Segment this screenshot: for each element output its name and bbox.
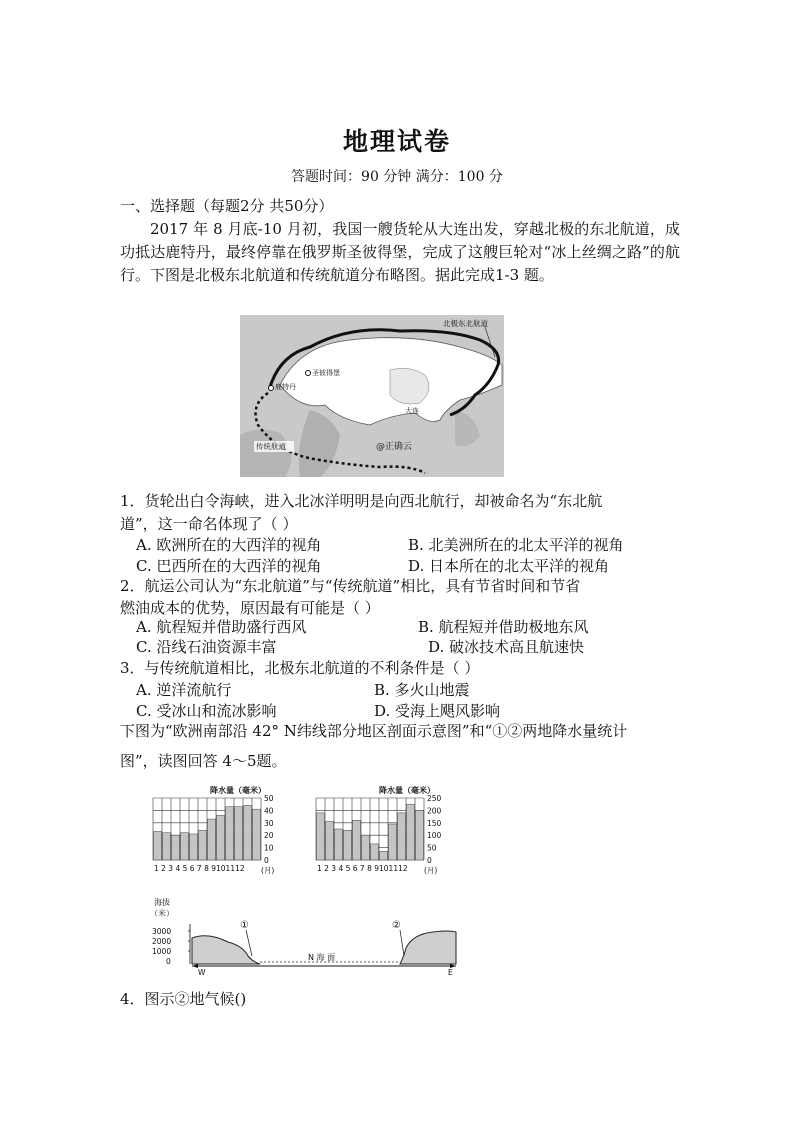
elevation-profile bbox=[148, 894, 464, 976]
chart1-ytick: 20 bbox=[264, 831, 274, 841]
chart2-ytick: 0 bbox=[427, 856, 432, 865]
q3-stem: 3．与传统航道相比，北极东北航道的不利条件是（ ） bbox=[120, 659, 480, 677]
profile-ytick-2000: 2000 bbox=[152, 937, 172, 946]
map-label-traditional: 传统航道 bbox=[256, 442, 286, 451]
map-label-rotterdam: 鹿特丹 bbox=[275, 383, 296, 391]
chart2-xlabel: (月) bbox=[424, 866, 438, 875]
chart2-xticks: 1 2 3 4 5 6 7 8 9101112 bbox=[317, 864, 408, 873]
chart2-ytick: 150 bbox=[427, 818, 442, 828]
profile-ytick-3000: 3000 bbox=[152, 927, 172, 936]
chart2-bar-3 bbox=[335, 829, 343, 860]
chart2-bar-12 bbox=[416, 810, 424, 860]
chart1-bar-2 bbox=[163, 833, 171, 860]
q1-stem-line2: 道”，这一命名体现了（ ） bbox=[120, 515, 298, 533]
map-label-stpete: 圣彼得堡 bbox=[312, 369, 340, 377]
chart1-bar-7 bbox=[208, 819, 216, 860]
chart1-ytick: 0 bbox=[264, 856, 269, 865]
q1-option-a[interactable]: A. 欧洲所在的大西洋的视角 bbox=[136, 536, 322, 554]
profile-west: W bbox=[198, 968, 206, 976]
q2-option-d[interactable]: D. 破冰技术高且航速快 bbox=[428, 638, 585, 656]
q2-option-b[interactable]: B. 航程短并借助极地东风 bbox=[418, 618, 589, 636]
chart2-bar-6 bbox=[362, 835, 370, 860]
intro-paragraph: 2017 年 8 月底-10 月初，我国一艘货轮从大连出发，穿越北极的东北航道，成功抵达鹿特丹，最终停靠在俄罗斯圣彼得堡，完成了这艘巨轮对“冰上丝绸之路”的航行。下图是北极东北航道和传统航道分布略图。据此完成1-3 题。 bbox=[120, 220, 680, 284]
map-label-dalian: 大连 bbox=[405, 407, 419, 415]
profile-marker-1: ① bbox=[240, 920, 249, 931]
section-heading: 一、选择题（每题2分 共50分） bbox=[120, 197, 334, 215]
chart2-bar-2 bbox=[326, 822, 334, 860]
chart2-bar-9 bbox=[389, 824, 397, 860]
chart2-ytick: 50 bbox=[427, 843, 437, 853]
q1-option-d[interactable]: D. 日本所在的北太平洋的视角 bbox=[408, 557, 610, 575]
chart2-bar-5 bbox=[353, 820, 361, 860]
chart2-bar-10 bbox=[398, 813, 406, 860]
chart2-ytick: 200 bbox=[427, 806, 442, 816]
chart2-bar-4 bbox=[344, 830, 352, 860]
q2-option-c[interactable]: C. 沿线石油资源丰富 bbox=[136, 638, 277, 656]
route-map bbox=[240, 315, 504, 477]
chart2-bar-7 bbox=[371, 844, 379, 860]
chart1-bar-8 bbox=[217, 815, 225, 860]
chart1-bar-5 bbox=[190, 834, 198, 860]
profile-east: E bbox=[448, 968, 453, 976]
q1-option-b[interactable]: B. 北美洲所在的北太平洋的视角 bbox=[408, 536, 624, 554]
route-map-svg bbox=[240, 315, 504, 477]
chart1-ytick: 50 bbox=[264, 794, 274, 803]
profile-ytick-0: 0 bbox=[166, 957, 171, 966]
chart2-bar-11 bbox=[407, 804, 415, 860]
map-label-northeast: 北极东北航道 bbox=[443, 319, 488, 328]
chart2-bar-1 bbox=[317, 813, 325, 860]
intro2-line2: 图”，读图回答 4～5题。 bbox=[120, 752, 287, 770]
q2-option-a[interactable]: A. 航程短并借助盛行西风 bbox=[136, 618, 307, 636]
profile-ylabel1: 海拔 bbox=[154, 898, 170, 907]
chart1-bar-9 bbox=[226, 807, 234, 860]
chart1-bar-1 bbox=[154, 831, 162, 860]
q1-option-c[interactable]: C. 巴西所在的大西洋的视角 bbox=[136, 557, 322, 575]
chart1-ytick: 10 bbox=[264, 843, 274, 853]
exam-subtitle: 答题时间：90 分钟 满分：100 分 bbox=[291, 169, 503, 185]
chart1-xticks: 1 2 3 4 5 6 7 8 9101112 bbox=[154, 864, 245, 873]
stpete-marker bbox=[306, 371, 311, 376]
q3-option-c[interactable]: C. 受冰山和流冰影响 bbox=[136, 702, 277, 720]
map-watermark: @正确云 bbox=[376, 442, 413, 452]
chart2-title: 降水量（毫米） bbox=[379, 786, 435, 795]
chart1-ytick: 30 bbox=[264, 818, 274, 828]
chart1-bar-4 bbox=[181, 833, 189, 860]
q3-option-b[interactable]: B. 多火山地震 bbox=[374, 681, 470, 699]
intro2-line1: 下图为“欧洲南部沿 42° N纬线部分地区剖面示意图”和“①②两地降水量统计 bbox=[120, 722, 628, 740]
q3-option-d[interactable]: D. 受海上飓风影响 bbox=[374, 702, 501, 720]
q1-stem-line1: 1．货轮出白令海峡，进入北冰洋明明是向西北航行，却被命名为“东北航 bbox=[120, 492, 603, 510]
chart1-xlabel: (月) bbox=[261, 866, 275, 875]
chart2-ytick: 100 bbox=[427, 831, 442, 841]
q3-option-a[interactable]: A. 逆洋流航行 bbox=[136, 681, 232, 699]
chart2-bar-8 bbox=[380, 851, 388, 860]
profile-ylabel2: （米） bbox=[150, 909, 174, 918]
chart1-ytick: 40 bbox=[264, 806, 274, 816]
profile-marker-2: ② bbox=[392, 920, 401, 931]
precip-chart-1 bbox=[146, 783, 296, 878]
chart1-bar-11 bbox=[244, 805, 252, 860]
q4-stem: 4．图示②地气候() bbox=[120, 990, 247, 1008]
chart1-bar-10 bbox=[235, 807, 243, 860]
chart1-bar-6 bbox=[199, 830, 207, 860]
rotterdam-marker bbox=[269, 386, 274, 391]
chart1-bar-3 bbox=[172, 835, 180, 860]
profile-ytick-1000: 1000 bbox=[152, 947, 172, 956]
q2-stem-line2: 燃油成本的优势，原因最有可能是（ ） bbox=[120, 599, 380, 617]
chart1-bar-12 bbox=[253, 809, 261, 860]
chart2-ytick: 250 bbox=[427, 794, 442, 803]
chart1-title: 降水量（毫米） bbox=[210, 786, 266, 795]
precip-chart-2 bbox=[309, 783, 464, 878]
q2-stem-line1: 2．航运公司认为“东北航道”与“传统航道”相比，具有节省时间和节省 bbox=[120, 577, 581, 595]
profile-sea-label: N 海 面 bbox=[308, 953, 336, 962]
page-title: 地理试卷 bbox=[342, 127, 451, 156]
